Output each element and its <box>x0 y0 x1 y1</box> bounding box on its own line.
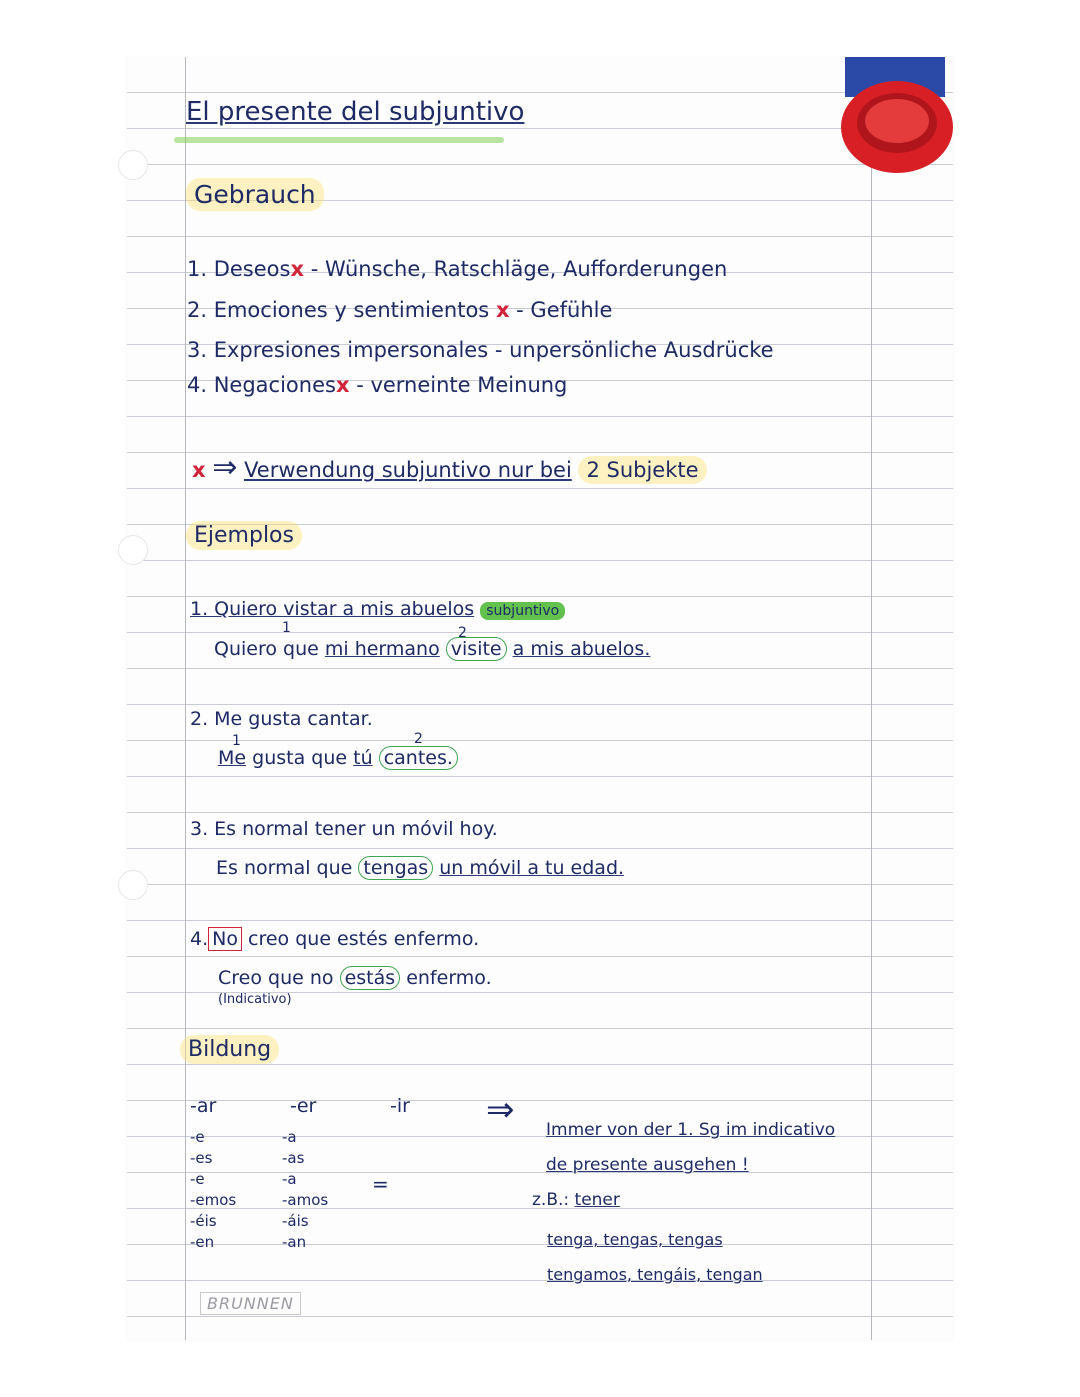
section-heading-bildung: Bildung <box>180 1037 279 1062</box>
notebook-page <box>127 57 953 1340</box>
usage-note: x ⇒ Verwendung subjuntivo nur bei 2 Subjekte <box>192 450 707 485</box>
rule-arrow: ⇒ <box>486 1090 515 1130</box>
rule-line-1: Immer von der 1. Sg im indicativo <box>546 1120 836 1140</box>
usage-item-1: 1. Deseosx - Wünsche, Ratschläge, Aufforderungen <box>187 257 728 281</box>
indicativo-note: (Indicativo) <box>218 992 292 1007</box>
subject-number-2: 2 <box>458 625 467 641</box>
punch-hole <box>118 535 148 565</box>
title-highlight <box>174 137 504 143</box>
section-heading-gebrauch: Gebrauch <box>186 180 324 209</box>
example-1-line-2: Quiero que mi hermano visite a mis abuelos. <box>214 638 651 660</box>
ending-head-ir: -ir <box>390 1095 410 1117</box>
usage-item-2: 2. Emociones y sentimientos x - Gefühle <box>187 298 613 322</box>
right-margin-line <box>871 57 872 1340</box>
ending-head-ar: -ar <box>190 1095 217 1117</box>
example-1-line-1: 1. Quiero vistar a mis abuelos subjuntivo <box>190 598 565 620</box>
subject-number-1: 1 <box>232 733 241 749</box>
subject-number-1: 1 <box>282 620 291 636</box>
example-2-line-1: 2. Me gusta cantar. <box>190 708 373 730</box>
page-title: El presente del subjuntivo <box>186 97 525 127</box>
er-endings: -a -as -a -amos -áis -an <box>282 1128 329 1251</box>
example-3-line-1: 3. Es normal tener un móvil hoy. <box>190 818 498 840</box>
rule-example: z.B.: tener <box>532 1190 620 1210</box>
subject-number-2: 2 <box>414 731 423 747</box>
punch-hole <box>118 150 148 180</box>
tener-forms-1: tenga, tengas, tengas <box>547 1230 723 1249</box>
usage-item-4: 4. Negacionesx - verneinte Meinung <box>187 373 568 397</box>
subjuntivo-tag: subjuntivo <box>480 602 565 620</box>
section-heading-ejemplos: Ejemplos <box>186 523 302 548</box>
example-2-line-2: Me gusta que tú cantes. <box>218 747 458 769</box>
ending-head-er: -er <box>290 1095 317 1117</box>
example-4-line-2: Creo que no estás enfermo. <box>218 967 492 989</box>
punch-hole <box>118 870 148 900</box>
ar-endings: -e -es -e -emos -éis -en <box>190 1128 237 1251</box>
example-4-line-1: 4. No creo que estés enfermo. <box>190 928 480 950</box>
example-3-line-2: Es normal que tengas un móvil a tu edad. <box>216 857 625 879</box>
tener-forms-2: tengamos, tengáis, tengan <box>547 1265 763 1284</box>
usage-item-3: 3. Expresiones impersonales - unpersönliche Ausdrücke <box>187 338 774 362</box>
rule-line-2: de presente ausgehen ! <box>546 1155 749 1175</box>
margin-line <box>185 57 186 1340</box>
brand-logo: BRUNNEN <box>200 1292 301 1315</box>
red-pen-cap <box>835 57 953 175</box>
ir-equals: = <box>372 1172 389 1196</box>
